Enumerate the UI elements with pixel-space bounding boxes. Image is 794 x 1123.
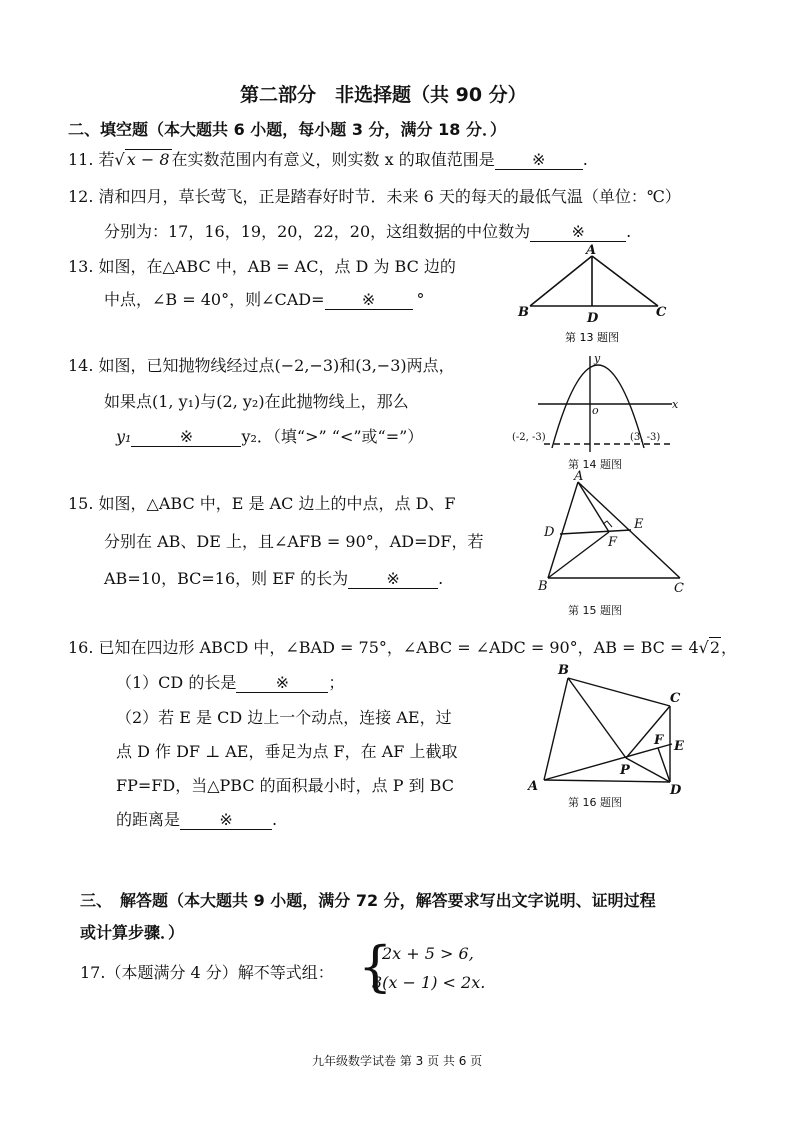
q13-line2-text: 中点，∠B = 40°，则∠CAD= [104,290,325,309]
fig15-label-f: F [608,535,618,550]
q16-sub1-end: ； [328,673,345,692]
question-16-sub2-line3: FP=FD，当△PBC 的面积最小时，点 P 到 BC [116,776,454,795]
figure-13 [510,240,680,350]
fig13-side-ac [592,256,658,306]
q16-radicand: 2 [709,638,721,657]
fig16-label-e: E [674,739,684,754]
question-16-sub2-line1: （2）若 E 是 CD 边上一个动点，连接 AE，过 [116,708,452,727]
fig16-label-f: F [654,733,664,748]
fig13-label-b: B [518,305,529,320]
question-15-line1: 15. 如图，△ABC 中，E 是 AC 边上的中点，点 D、F [68,494,456,513]
fig15-label-a: A [574,470,584,484]
q11-end: . [582,150,588,169]
sqrt-sign-16: √ [698,638,709,657]
fig15-label-d: D [544,525,555,540]
fig14-label-x: x [672,398,679,411]
question-12-line1: 12. 清和四月，草长莺飞，正是踏春好时节．未来 6 天的每天的最低气温（单位：℃） [68,187,681,206]
inequality-1: 2x + 5 > 6, [382,944,474,963]
fig15-label-e: E [634,517,644,532]
q16-line1-text: 16. 已知在四边形 ABCD 中，∠BAD = 75°，∠ABC = ∠ADC = 90°，AB = BC = 4 [68,638,699,657]
fig15-caption: 第 15 题图 [568,604,622,617]
answer-blank-12[interactable]: ※ [530,222,626,242]
q16-sub2-line4-text: 的距离是 [116,810,181,829]
question-14-line1: 14. 如图，已知抛物线经过点(−2,−3)和(3,−3)两点， [68,356,455,375]
question-15-line2: 分别在 AB、DE 上，且∠AFB = 90°，AD=DF，若 [104,532,484,551]
fig13-label-c: C [656,305,667,320]
section-heading-solve-line1: 三、 解答题（本大题共 9 小题，满分 72 分，解答要求写出文字说明、证明过程 [80,891,656,910]
question-16-sub1 [116,670,344,693]
q12-end: . [626,222,632,241]
fig14-label-o: o [592,404,599,417]
fig16-caption: 第 16 题图 [568,796,622,809]
fig16-side-ad [544,780,670,782]
answer-blank-14[interactable]: ※ [131,427,241,447]
fig16-label-c: C [670,691,681,706]
answer-blank-11[interactable]: ※ [495,150,583,170]
q12-line2-text: 分别为：17，16，19，20，22，20，这组数据的中位数为 [104,222,531,241]
fig16-label-a: A [528,779,539,794]
fig13-side-ab [530,256,592,306]
section-heading-fill-in: 二、填空题（本大题共 6 小题，每小题 3 分，满分 18 分．） [68,120,506,139]
fig13-label-a: A [586,243,597,258]
q16-sub2-end: . [272,810,278,829]
q15-end: . [438,569,444,588]
q11-radicand: x − 8 [126,150,170,169]
answer-blank-16-1[interactable]: ※ [236,673,328,693]
fig15-label-b: B [538,579,548,594]
answer-blank-16-2[interactable]: ※ [180,810,272,830]
question-12-line2 [104,219,631,242]
fig13-label-d: D [587,311,599,326]
page-title: 第二部分 非选择题（共 90 分） [240,84,527,106]
question-17-prefix: 17.（本题满分 4 分）解不等式组： [80,963,334,982]
q13-end: ° [416,290,425,309]
fig14-point-right: (3, -3) [630,432,661,443]
q11-prefix: 11. 若 [68,150,115,169]
q14-y1: y₁ [116,427,132,446]
fig14-label-y: y [594,352,601,365]
q14-y2: y₂．（填“>” “<”或“=”） [241,427,424,446]
section-heading-solve-line2: 或计算步骤．） [80,923,185,942]
question-13-line2 [104,287,425,310]
fig15-segment-fb [548,532,609,578]
question-15-line3 [104,566,443,589]
fig14-caption: 第 14 题图 [568,458,622,471]
question-11 [68,147,588,170]
fig16-side-ab [544,678,568,780]
system-brace: { [358,935,393,998]
fig16-label-d: D [670,783,682,798]
question-14-line2: 如果点(1, y₁)与(2, y₂)在此抛物线上，那么 [104,392,409,411]
fig16-label-p: P [620,763,630,778]
inequality-2: 3(x − 1) < 2x. [372,973,486,992]
answer-blank-15[interactable]: ※ [348,569,438,589]
question-13-line1: 13. 如图，在△ABC 中，AB = AC，点 D 为 BC 边的 [68,257,456,276]
q15-line3-text: AB=10，BC=16，则 EF 的长为 [104,569,349,588]
q16-line1-end: ， [721,638,738,657]
fig15-label-c: C [674,581,684,596]
fig16-segment-bp [568,678,626,758]
fig15-segment-de [560,530,631,534]
question-16-sub2-line2: 点 D 作 DF ⊥ AE，垂足为点 F，在 AF 上截取 [116,742,458,761]
figure-14 [508,352,684,474]
answer-blank-13[interactable]: ※ [325,290,413,310]
q11-text: 在实数范围内有意义，则实数 x 的取值范围是 [171,150,495,169]
question-16-sub2-line4 [116,807,277,830]
fig14-point-left: (-2, -3) [512,432,546,443]
figure-15 [530,470,700,620]
fig16-label-b: B [558,663,569,678]
sqrt-sign: √ [114,150,125,169]
question-14-line3 [116,424,423,447]
q16-sub1-text: （1）CD 的长是 [116,673,237,692]
fig13-caption: 第 13 题图 [565,331,619,344]
figure-16 [520,658,700,818]
fig16-segment-ae [544,744,672,780]
fig16-side-bc [568,678,670,706]
question-16-line1 [68,635,737,658]
page-footer: 九年级数学试卷 第 3 页 共 6 页 [312,1054,483,1068]
